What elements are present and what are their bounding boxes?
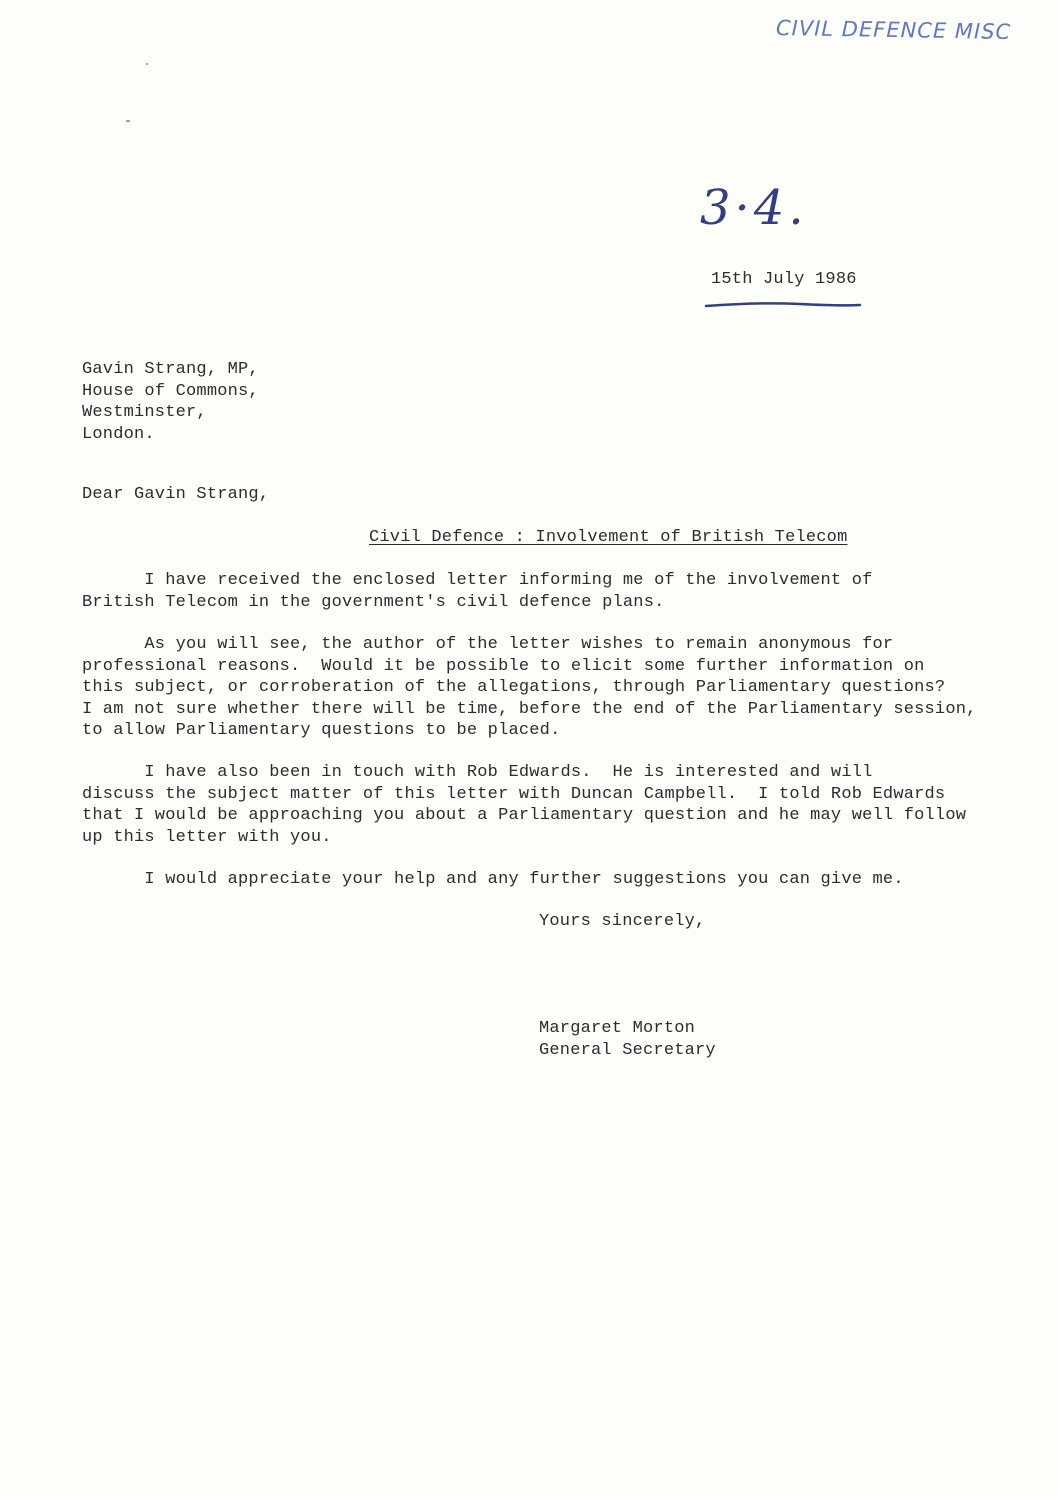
recipient-line: House of Commons, — [82, 381, 259, 401]
signatory-title: General Secretary — [539, 1041, 716, 1060]
recipient-line: Gavin Strang, MP, — [82, 360, 259, 379]
recipient-address — [82, 359, 259, 445]
folio-mark: 3·4. — [700, 180, 808, 236]
body-line: I would appreciate your help and any further suggestions you can give me. — [82, 870, 904, 889]
body-line: I am not sure whether there will be time, before the end of the Parliamentary session, — [82, 699, 977, 719]
recipient-line: London. — [82, 424, 155, 444]
body-line: to allow Parliamentary questions to be placed. — [82, 721, 561, 740]
body-line: British Telecom in the government's civil defence plans. — [82, 592, 665, 612]
body-line: that I would be approaching you about a Parliamentary question and he may well follow — [82, 806, 967, 825]
body-line: I have received the enclosed letter informing me of the involvement of — [82, 571, 873, 590]
letter-date: 15th July 1986 — [711, 270, 857, 289]
recipient-line: Westminster, — [82, 403, 207, 422]
body-line: discuss the subject matter of this letter with Duncan Campbell. I told Rob Edwards — [82, 784, 946, 804]
date-underline-mark — [700, 296, 870, 316]
signatory-name: Margaret Morton — [539, 1019, 696, 1038]
body-line: up this letter with you. — [82, 827, 332, 847]
paper-speck — [146, 63, 148, 65]
body-line: professional reasons. Would it be possible to elicit some further information on — [82, 656, 925, 676]
body-line: this subject, or corroberation of the allegations, through Parliamentary questions? — [82, 678, 946, 697]
body-paragraph — [82, 762, 966, 848]
body-line: I have also been in touch with Rob Edwards. He is interested and will — [82, 763, 873, 782]
body-paragraph — [82, 634, 977, 742]
salutation: Dear Gavin Strang, — [82, 485, 270, 504]
margin-note: CIVIL DEFENCE MISC — [775, 15, 1012, 45]
closing: Yours sincerely, — [539, 912, 706, 931]
body-paragraph — [82, 570, 873, 613]
body-paragraph — [82, 869, 904, 891]
paper-speck — [126, 120, 130, 122]
subject-line: Civil Defence : Involvement of British Telecom — [369, 528, 848, 547]
body-line: As you will see, the author of the letter wishes to remain anonymous for — [82, 635, 894, 654]
